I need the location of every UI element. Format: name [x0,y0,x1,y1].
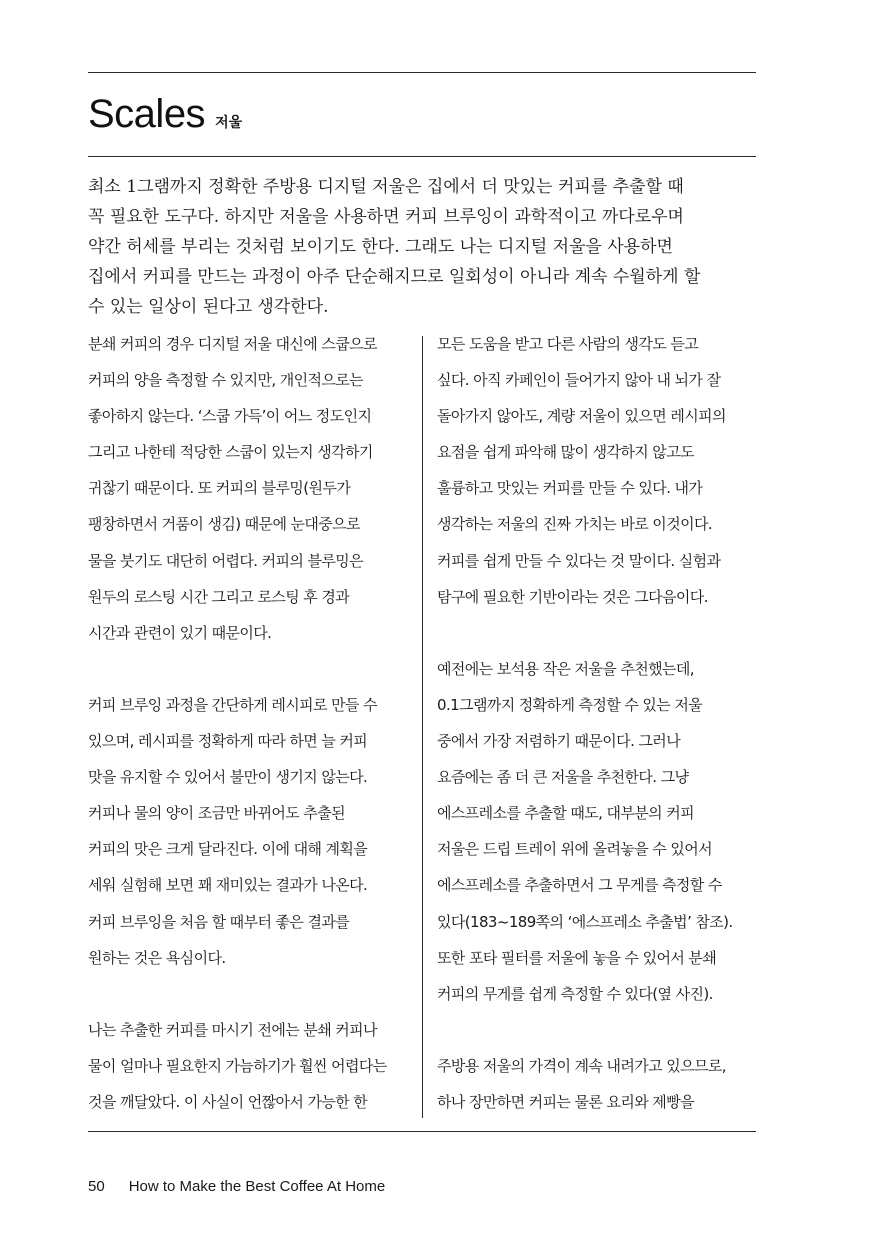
body-line: 싶다. 아직 카페인이 들어가지 않아 내 뇌가 잘 [437,371,721,390]
body-line: 귀찮기 때문이다. 또 커피의 블루밍(원두가 [88,479,351,498]
body-line: 에스프레소를 추출할 때도, 대부분의 커피 [437,804,694,823]
body-line: 예전에는 보석용 작은 저울을 추천했는데, [437,659,694,678]
body-line: 커피의 무게를 쉽게 측정할 수 있다(옆 사진). [437,984,713,1003]
heading-title-korean: 저울 [215,115,243,131]
body-line: 요점을 쉽게 파악해 많이 생각하지 않고도 [437,443,694,462]
intro-paragraph [88,172,756,322]
body-line: 훌륭하고 맛있는 커피를 만들 수 있다. 내가 [437,479,703,498]
intro-line: 집에서 커피를 만드는 과정이 아주 단순해지므로 일회성이 아니라 계속 수월하게 할 [88,267,701,287]
book-title: How to Make the Best Coffee At Home [128,1178,386,1195]
intro-line: 수 있는 일상이 된다고 생각한다. [88,297,329,317]
body-line: 팽창하면서 거품이 생김) 때문에 눈대중으로 [88,515,360,534]
body-line: 모든 도움을 받고 다른 사람의 생각도 듣고 [437,335,699,353]
body-line: 저울은 드립 트레이 위에 올려놓을 수 있어서 [437,840,713,859]
body-line: 세워 실험해 보면 꽤 재미있는 결과가 나온다. [88,876,368,895]
body-line: 중에서 가장 저렴하기 때문이다. 그러나 [437,732,681,751]
body-line: 있으며, 레시피를 정확하게 따라 하면 늘 커피 [88,732,368,751]
intro-line: 꼭 필요한 도구다. 하지만 저울을 사용하면 커피 브루잉이 과학적이고 까다로우며 [88,207,684,227]
body-line: 원두의 로스팅 시간 그리고 로스팅 후 경과 [88,587,350,606]
bottom-rule [88,1131,756,1132]
body-line: 요즘에는 좀 더 큰 저울을 추천한다. 그냥 [437,768,689,787]
body-line: 커피 브루잉을 처음 할 때부터 좋은 결과를 [88,912,350,931]
left-column [88,326,408,1120]
body-line: 에스프레소를 추출하면서 그 무게를 측정할 수 [437,876,722,895]
body-line: 좋아하지 않는다. ‘스쿱 가득’이 어느 정도인지 [88,407,372,426]
body-line: 원하는 것은 욕심이다. [88,948,226,967]
intro-line: 최소 1그램까지 정확한 주방용 디지털 저울은 집에서 더 맛있는 커피를 추출할 때 [88,177,684,197]
body-line: 것을 깨달았다. 이 사실이 언짢아서 가능한 한 [88,1092,368,1111]
body-line: 생각하는 저울의 진짜 가치는 바로 이것이다. [437,515,713,534]
body-line: 맛을 유지할 수 있어서 불만이 생기지 않는다. [88,768,368,787]
body-line: 또한 포타 필터를 저울에 놓을 수 있어서 분쇄 [437,948,717,967]
heading-rule [88,156,756,157]
section-heading [88,92,242,148]
page-footer [88,1178,385,1195]
body-line: 분쇄 커피의 경우 디지털 저울 대신에 스쿱으로 [88,335,377,353]
paragraph-gap [88,976,408,1012]
right-column [437,326,757,1120]
intro-line: 약간 허세를 부리는 것처럼 보이기도 한다. 그래도 나는 디지털 저울을 사용하면 [88,237,673,257]
body-line: 커피의 맛은 크게 달라진다. 이에 대해 계획을 [88,840,368,859]
body-line: 물이 얼마나 필요한지 가늠하기가 훨씬 어렵다는 [88,1056,387,1075]
body-line: 커피의 양을 측정할 수 있지만, 개인적으로는 [88,371,364,390]
paragraph-gap [437,1012,757,1048]
body-line: 하나 장만하면 커피는 물론 요리와 제빵을 [437,1092,694,1111]
paragraph-gap [88,651,408,687]
body-line: 그리고 나한테 적당한 스쿱이 있는지 생각하기 [88,443,373,462]
body-line: 커피를 쉽게 만들 수 있다는 것 말이다. 실험과 [437,551,721,570]
body-line: 돌아가지 않아도, 계량 저울이 있으면 레시피의 [437,407,726,426]
page-number: 50 [88,1178,105,1195]
body-line: 탐구에 필요한 기반이라는 것은 그다음이다. [437,587,708,606]
heading-title-english: Scales [88,92,206,136]
body-line: 시간과 관련이 있기 때문이다. [88,623,272,642]
body-line: 나는 추출한 커피를 마시기 전에는 분쇄 커피나 [88,1020,377,1039]
column-divider [422,336,423,1118]
body-line: 커피 브루잉 과정을 간단하게 레시피로 만들 수 [88,695,377,714]
body-line: 커피나 물의 양이 조금만 바뀌어도 추출된 [88,804,345,823]
body-line: 있다(183~189쪽의 ‘에스프레소 추출법’ 참조). [437,912,733,931]
top-rule [88,72,756,73]
paragraph-gap [437,615,757,651]
body-line: 물을 붓기도 대단히 어렵다. 커피의 블루밍은 [88,551,364,570]
body-line: 0.1그램까지 정확하게 측정할 수 있는 저울 [437,695,703,714]
body-line: 주방용 저울의 가격이 계속 내려가고 있으므로, [437,1056,726,1075]
